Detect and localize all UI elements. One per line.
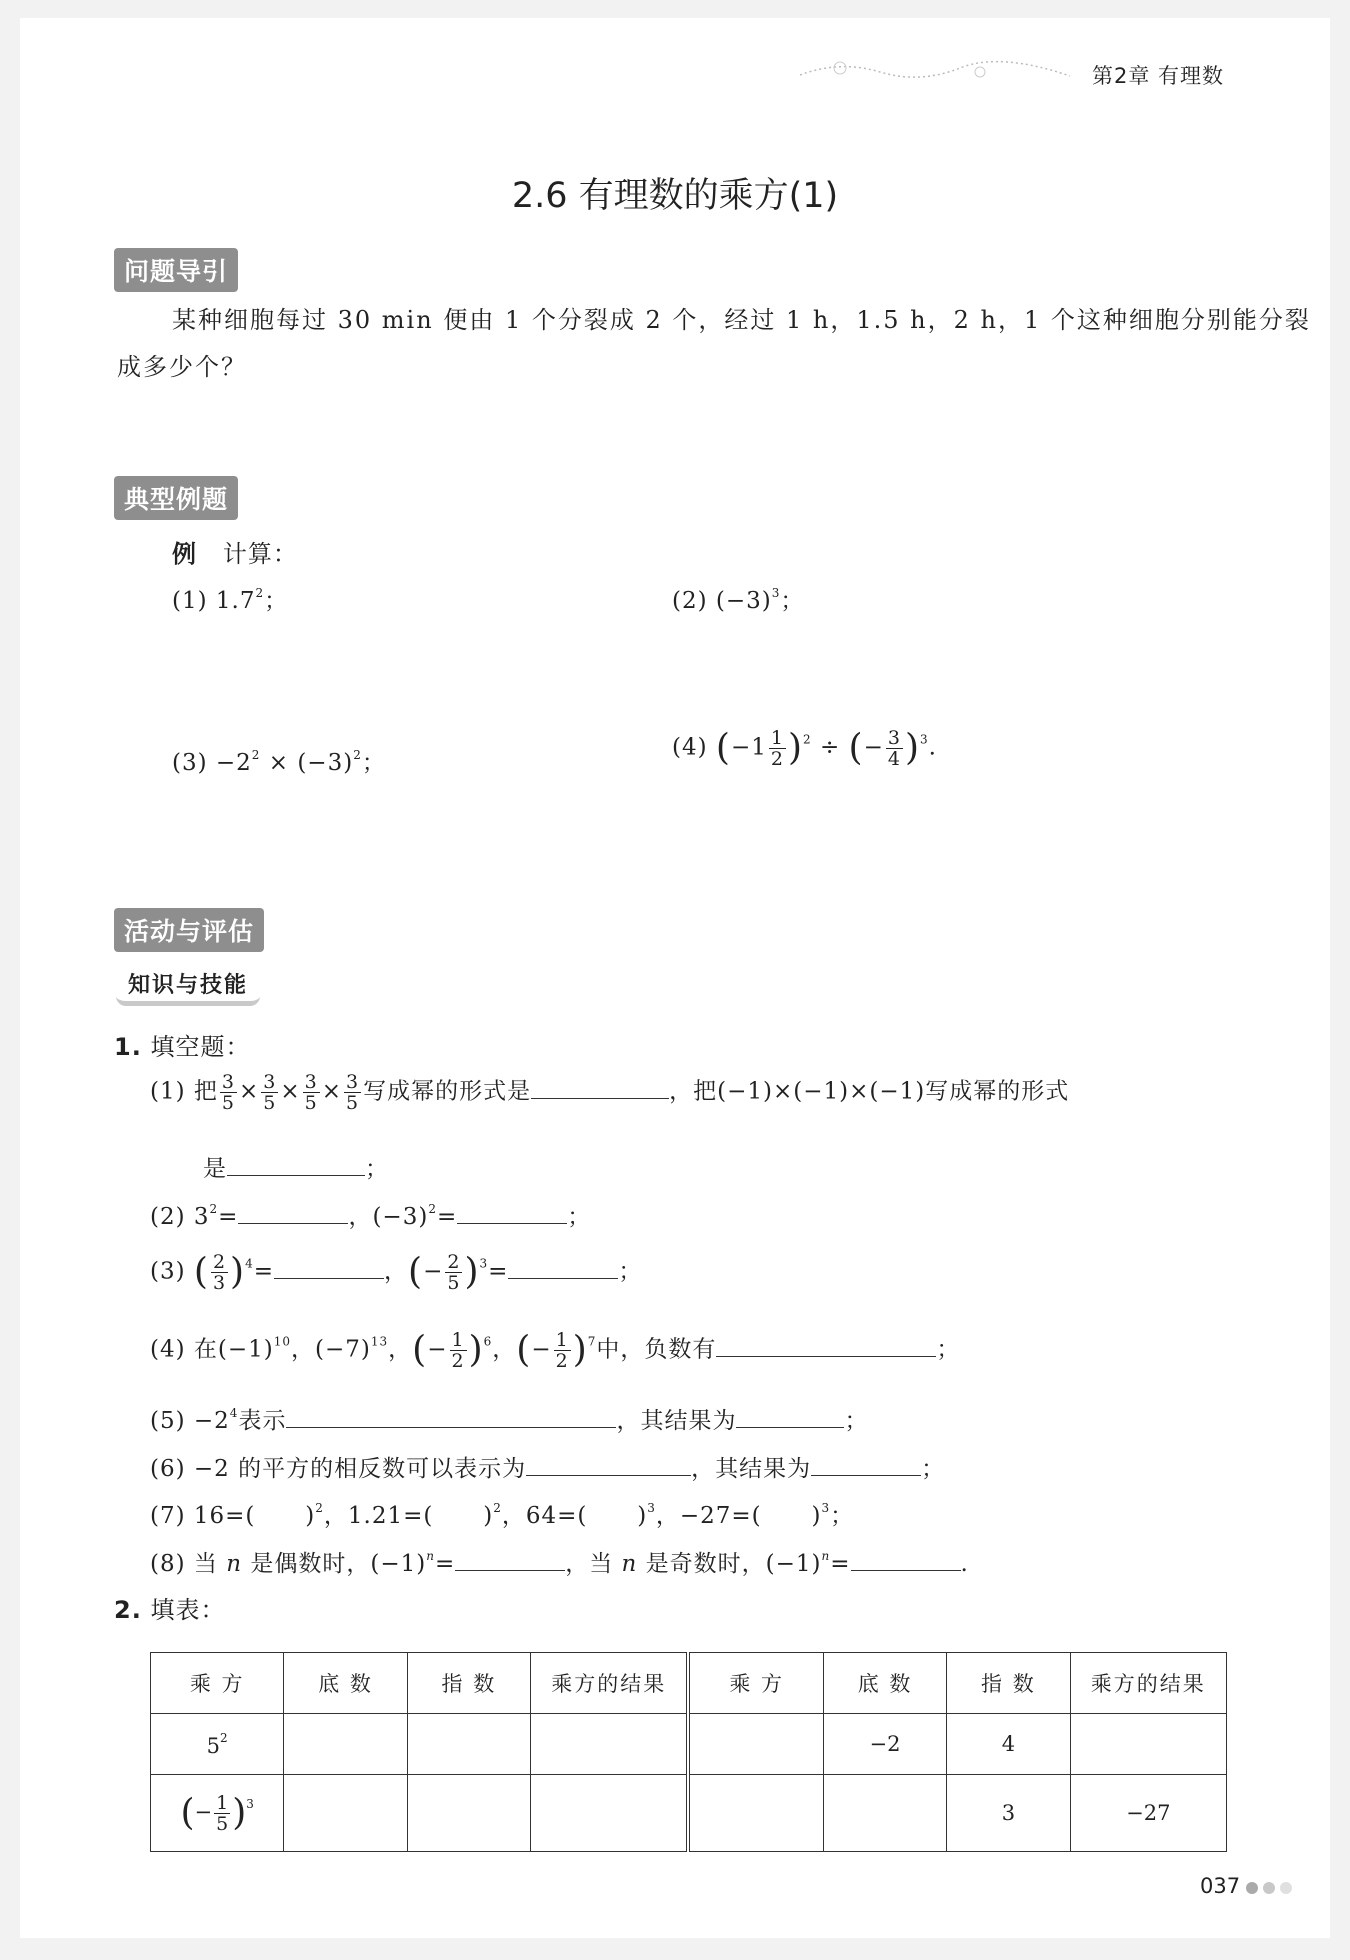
example-3: $(3) -2^2 \times (-3)^2$；: [172, 748, 386, 776]
table-cell[interactable]: [407, 1775, 530, 1852]
table-header: 指 数: [947, 1653, 1070, 1714]
table-cell: (− $\frac{1}{5}$ )$^3$: [151, 1775, 284, 1852]
answer-blank[interactable]: [274, 1277, 384, 1279]
table-cell: −2: [823, 1714, 946, 1775]
fill-table: [150, 1652, 1227, 1852]
intro-text-line2: 成多少个？: [117, 353, 247, 381]
answer-blank[interactable]: [508, 1277, 618, 1279]
answer-blank[interactable]: [286, 1426, 616, 1428]
question-1-heading: 1. 填空题：: [114, 1033, 251, 1061]
answer-blank[interactable]: [736, 1426, 844, 1428]
question-1-item-1-cont: 是 ；: [203, 1156, 389, 1182]
table-cell[interactable]: [531, 1714, 689, 1775]
table-cell[interactable]: [284, 1775, 407, 1852]
table-header: 乘方的结果: [531, 1653, 689, 1714]
chapter-header: 第2章 有理数: [1092, 64, 1225, 88]
example-4: (4) (−1 $\frac{1}{2}$ )$^2$ ÷ (− $\frac{3}{4}$ )$^3$.: [672, 727, 937, 770]
table-cell[interactable]: [407, 1714, 530, 1775]
table-header: 乘 方: [688, 1653, 823, 1714]
table-cell: 3: [947, 1775, 1070, 1852]
answer-blank[interactable]: [238, 1222, 348, 1224]
header-decoration: [800, 50, 1080, 90]
table-cell: $5^2$: [151, 1714, 284, 1775]
question-1-item-4: (4) 在$(-1)^{10}$，$(-7)^{13}$，(− $\frac{1}{2}$ )$^6$，(− $\frac{1}{2}$ )$^7$中，负数有 ；: [150, 1329, 961, 1372]
page-dot: [1246, 1882, 1258, 1894]
page-title: 2.6 有理数的乘方(1): [511, 176, 839, 216]
table-header: 乘 方: [151, 1653, 284, 1714]
question-2-heading: 2. 填表：: [114, 1596, 226, 1624]
section-label-intro: 问题导引: [114, 248, 238, 292]
example-prefix: 例: [172, 540, 197, 568]
example-heading: [172, 534, 298, 569]
page-dot: [1263, 1882, 1275, 1894]
intro-text-line1: 某种细胞每过 30 min 便由 1 个分裂成 2 个，经过 1 h，1.5 h，2 h，1 个这种细胞分别能分裂: [172, 306, 1311, 334]
section-label-examples: 典型例题: [114, 476, 238, 520]
table-cell[interactable]: [688, 1714, 823, 1775]
question-1-item-3: (3) ( $\frac{2}{3}$ )$^4$= ，(− $\frac{2}{5}$ )$^3$= ；: [150, 1251, 643, 1294]
table-header: 底 数: [284, 1653, 407, 1714]
table-row: [151, 1714, 1227, 1775]
subsection-label-skills: 知识与技能: [116, 966, 260, 1006]
example-title: 计算：: [222, 540, 298, 568]
table-row: [151, 1775, 1227, 1852]
page-number: 037: [1200, 1874, 1241, 1898]
table-cell[interactable]: [688, 1775, 823, 1852]
answer-blank[interactable]: [531, 1097, 669, 1099]
question-1-item-8: (8) 当 n 是偶数时，$(-1)^n=$ ，当 n 是奇数时，$(-1)^n=$ .: [150, 1549, 969, 1577]
section-label-activity: 活动与评估: [114, 908, 264, 952]
answer-blank[interactable]: [455, 1569, 565, 1571]
answer-blank[interactable]: [716, 1355, 936, 1357]
table-cell: −27: [1070, 1775, 1226, 1852]
table-cell: 4: [947, 1714, 1070, 1775]
table-cell[interactable]: [531, 1775, 689, 1852]
question-1-item-6: (6) −2 的平方的相反数可以表示为 ，其结果为 ；: [150, 1456, 946, 1482]
question-1-item-1: (1) 把 $\frac{3}{5}$ × $\frac{3}{5}$ × $\frac{3}{5}$ × $\frac{3}{5}$ 写成幂的形式是 ，把(−1)×(−1)×(−1)写成幂的形式: [150, 1071, 1070, 1114]
table-cell[interactable]: [823, 1775, 946, 1852]
answer-blank[interactable]: [227, 1174, 365, 1176]
example-2: (2) $(-3)^3$；: [672, 586, 805, 614]
question-1-item-7: (7) 16=( )$^2$，1.21=( )$^2$，64=( )$^3$，−27=( )$^3$；: [150, 1501, 855, 1529]
question-1-item-5: $(5) -2^4$表示 ，其结果为 ；: [150, 1406, 869, 1434]
answer-blank[interactable]: [811, 1474, 921, 1476]
question-1-item-2: (2) $3^2=$ ，$(-3)^2=$ ；: [150, 1202, 592, 1230]
page-dot: [1280, 1882, 1292, 1894]
table-header: 乘方的结果: [1070, 1653, 1226, 1714]
table-cell[interactable]: [284, 1714, 407, 1775]
example-1: (1) $1.7^2$；: [172, 586, 289, 614]
answer-blank[interactable]: [851, 1569, 961, 1571]
table-header: 指 数: [407, 1653, 530, 1714]
answer-blank[interactable]: [457, 1222, 567, 1224]
table-header: 底 数: [823, 1653, 946, 1714]
answer-blank[interactable]: [526, 1474, 691, 1476]
table-cell[interactable]: [1070, 1714, 1226, 1775]
